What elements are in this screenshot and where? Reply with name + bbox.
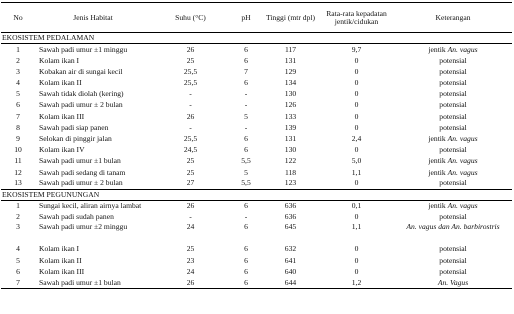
cell-no: 13 (14, 178, 22, 188)
table-row (1, 133, 512, 144)
cell-rata-rata: 9,7 (351, 44, 362, 54)
cell-ph: 6 (244, 55, 248, 65)
section-row (1, 189, 512, 200)
species-name: An. vagus (447, 44, 478, 54)
table-row (1, 66, 512, 77)
cell-habitat: Sawah padi umur ±1 minggu (39, 44, 128, 54)
cell-ph: 5 (244, 111, 248, 121)
cell-habitat: Kolam ikan III (39, 111, 85, 121)
keterangan-text: jentik (428, 44, 448, 54)
cell-suhu: 25 (186, 167, 195, 177)
cell-no: 5 (16, 89, 20, 99)
cell-tinggi: 134 (284, 78, 297, 88)
cell-rata-rata: 0,1 (351, 201, 362, 211)
cell-suhu: 26 (186, 201, 195, 211)
cell-keterangan (394, 77, 512, 88)
cell-tinggi: 632 (284, 244, 297, 254)
cell-tinggi: 122 (284, 156, 297, 166)
cell-keterangan (394, 144, 512, 155)
cell-habitat: Sawah padi sedang di tanam (39, 167, 126, 177)
cell-rata-rata: 0 (354, 100, 359, 110)
cell-suhu: 25,5 (183, 78, 198, 88)
keterangan-text: potensial (439, 178, 467, 188)
section-title: EKOSISTEM PEGUNUNGAN (1, 189, 512, 200)
species-name: An. vagus (447, 156, 478, 166)
cell-suhu: 26 (151, 277, 230, 288)
cell-suhu: 25,5 (183, 66, 198, 76)
keterangan-text: jentik (428, 167, 448, 177)
table-row (1, 277, 512, 288)
table-row (1, 77, 512, 88)
cell-habitat: Sawah padi umur ±1 bulan (39, 156, 121, 166)
table-row (1, 266, 512, 277)
header-tinggi: Tinggi (mtr dpl) (265, 12, 316, 22)
species-name: An. vagus dan An. barbirostris (406, 221, 500, 231)
cell-keterangan (394, 133, 512, 144)
cell-tinggi: 636 (284, 201, 297, 211)
cell-habitat: Sawah padi umur ±2 minggu (39, 221, 128, 231)
cell-rata-rata: 0 (354, 122, 359, 132)
cell-habitat: Sawah padi umur ± 2 bulan (39, 100, 123, 110)
cell-tinggi: 644 (262, 277, 319, 288)
keterangan-text: potensial (439, 255, 467, 265)
cell-habitat: Kobakan air di sungai kecil (39, 66, 123, 76)
cell-suhu: 25,5 (183, 133, 198, 143)
header-keterangan: Keterangan (435, 12, 471, 22)
cell-no: 7 (1, 277, 35, 288)
cell-rata-rata: 0 (354, 178, 359, 188)
cell-ph: - (244, 100, 248, 110)
table-row (1, 167, 512, 178)
cell-rata-rata: 5,0 (351, 156, 362, 166)
keterangan-text: potensial (439, 212, 467, 222)
cell-rata-rata: 2,4 (351, 133, 362, 143)
keterangan-text: potensial (439, 55, 467, 65)
cell-keterangan (394, 111, 512, 122)
cell-no: 3 (16, 66, 20, 76)
cell-no: 6 (16, 100, 20, 110)
cell-ph: 5,5 (241, 178, 251, 188)
cell-ph: 5 (244, 167, 248, 177)
cell-habitat: Sawah padi sudah panen (39, 212, 114, 222)
table-row (1, 55, 512, 66)
header-ph: pH (241, 12, 251, 22)
cell-suhu: 25 (186, 55, 195, 65)
cell-tinggi: 129 (284, 66, 297, 76)
cell-rata-rata: 0 (354, 212, 359, 222)
cell-tinggi: 645 (284, 221, 297, 231)
cell-suhu: 23 (186, 255, 195, 265)
keterangan-text: potensial (439, 100, 467, 110)
keterangan-text: potensial (439, 78, 467, 88)
cell-rata-rata: 0 (354, 111, 359, 121)
cell-habitat: Sawah padi umur ± 2 bulan (39, 178, 123, 188)
cell-ph: - (244, 89, 248, 99)
cell-habitat: Sawah padi siap panen (39, 122, 109, 132)
cell-keterangan (394, 66, 512, 77)
cell-habitat: Kolam ikan II (39, 78, 82, 88)
species-name: An. vagus (447, 133, 478, 143)
cell-suhu: 24,5 (183, 145, 198, 155)
cell-ph: 6 (244, 266, 248, 276)
cell-suhu: - (189, 89, 192, 99)
cell-rata-rata: 0 (354, 66, 359, 76)
cell-suhu: 25 (186, 244, 195, 254)
cell-suhu: 26 (186, 111, 195, 121)
keterangan-text: potensial (439, 122, 467, 132)
cell-tinggi: 118 (284, 167, 297, 177)
table-row (1, 44, 512, 55)
cell-suhu: - (189, 122, 192, 132)
cell-rata-rata: 0 (354, 255, 359, 265)
cell-ph: 6 (244, 255, 248, 265)
keterangan-text: jentik (428, 133, 448, 143)
keterangan-text: jentik (428, 201, 448, 211)
cell-tinggi: 130 (284, 145, 297, 155)
cell-ph: - (244, 122, 248, 132)
cell-rata-rata: 0 (354, 244, 359, 254)
table-row (1, 255, 512, 266)
cell-no: 5 (16, 255, 20, 265)
cell-ph: 6 (244, 145, 248, 155)
keterangan-text: potensial (439, 244, 467, 254)
cell-habitat: Kolam ikan III (39, 266, 85, 276)
cell-keterangan (394, 200, 512, 211)
cell-keterangan (394, 44, 512, 55)
cell-no: 3 (16, 221, 20, 231)
cell-no: 2 (16, 212, 20, 222)
keterangan-text: potensial (439, 89, 467, 99)
cell-no: 10 (14, 145, 22, 155)
cell-habitat: Kolam ikan I (39, 244, 80, 254)
table-row (1, 122, 512, 133)
table-row (1, 88, 512, 99)
cell-ph: 6 (244, 44, 248, 54)
table-row (1, 100, 512, 111)
keterangan-text: potensial (439, 266, 467, 276)
cell-tinggi: 131 (284, 55, 297, 65)
cell-no: 4 (16, 244, 20, 254)
header-no: No (13, 12, 23, 22)
keterangan-text: potensial (439, 145, 467, 155)
section-row (1, 33, 512, 44)
cell-ph: 7 (244, 66, 248, 76)
table-header (1, 3, 512, 33)
cell-tinggi: 126 (284, 100, 297, 110)
cell-ph: 6 (244, 133, 248, 143)
cell-keterangan (394, 266, 512, 277)
cell-suhu: - (189, 212, 192, 222)
cell-keterangan (394, 244, 512, 255)
cell-keterangan (394, 223, 512, 244)
cell-rata-rata: 0 (354, 266, 359, 276)
cell-keterangan (394, 255, 512, 266)
cell-ph: 5,5 (241, 156, 251, 166)
cell-habitat: Sawah tidak diolah (kering) (39, 89, 124, 99)
keterangan-text: jentik (428, 156, 448, 166)
cell-keterangan (394, 122, 512, 133)
cell-suhu: 27 (186, 178, 195, 188)
cell-suhu: 24 (186, 221, 195, 231)
cell-habitat: Kolam ikan II (39, 255, 82, 265)
cell-tinggi: 640 (284, 266, 297, 276)
cell-no: 1 (16, 44, 20, 54)
cell-tinggi: 117 (284, 44, 297, 54)
cell-ph: - (244, 212, 248, 222)
cell-ph: 6 (244, 244, 248, 254)
table-row (1, 156, 512, 167)
table-body (1, 33, 512, 289)
table-row (1, 200, 512, 211)
table-row (1, 244, 512, 255)
cell-keterangan (394, 55, 512, 66)
species-name: An. vagus (447, 201, 478, 211)
cell-keterangan (394, 88, 512, 99)
cell-rata-rata: 1,1 (351, 221, 362, 231)
species-name: An. vagus (447, 167, 478, 177)
species-name: An. Vagus (437, 277, 469, 287)
cell-habitat: Sungai kecil, aliran airnya lambat (39, 201, 142, 211)
cell-no: 11 (14, 156, 22, 166)
cell-tinggi: 130 (284, 89, 297, 99)
cell-habitat: Kolam ikan IV (39, 145, 85, 155)
cell-keterangan (394, 100, 512, 111)
cell-no: 7 (16, 111, 20, 121)
cell-suhu: 26 (186, 44, 195, 54)
cell-suhu: 25 (186, 156, 195, 166)
cell-no: 1 (16, 201, 20, 211)
cell-ph: 6 (244, 201, 248, 211)
cell-rata-rata: 1,1 (351, 167, 362, 177)
cell-no: 9 (16, 133, 20, 143)
header-suhu: Suhu (°C) (175, 12, 206, 22)
header-rata-rata: Rata-rata kepadatan jentik/cidukan (326, 8, 387, 26)
cell-habitat: Sawah padi umur ±1 bulan (35, 277, 151, 288)
cell-rata-rata: 0 (354, 78, 359, 88)
cell-rata-rata: 0 (354, 89, 359, 99)
cell-habitat: Selokan di pinggir jalan (39, 133, 112, 143)
table-row (1, 111, 512, 122)
section-title: EKOSISTEM PEDALAMAN (1, 33, 512, 44)
cell-no: 6 (16, 266, 20, 276)
cell-tinggi: 123 (284, 178, 297, 188)
keterangan-text: potensial (439, 66, 467, 76)
table-row (1, 223, 512, 244)
cell-tinggi: 641 (284, 255, 297, 265)
cell-habitat: Kolam ikan I (39, 55, 80, 65)
header-habitat: Jenis Habitat (73, 12, 113, 22)
cell-keterangan (394, 277, 512, 288)
cell-keterangan (394, 167, 512, 178)
cell-tinggi: 133 (284, 111, 297, 121)
cell-suhu: - (189, 100, 192, 110)
cell-ph: 6 (244, 78, 248, 88)
cell-ph: 6 (244, 221, 248, 231)
cell-tinggi: 139 (284, 122, 297, 132)
cell-keterangan (394, 156, 512, 167)
cell-rata-rata: 1,2 (319, 277, 394, 288)
cell-no: 2 (16, 55, 20, 65)
cell-no: 4 (16, 78, 20, 88)
cell-rata-rata: 0 (354, 145, 359, 155)
cell-rata-rata: 0 (354, 55, 359, 65)
cell-tinggi: 636 (284, 212, 297, 222)
table-row (1, 144, 512, 155)
habitat-table (1, 2, 512, 289)
cell-ph: 6 (230, 277, 262, 288)
keterangan-text: potensial (439, 111, 467, 121)
cell-no: 12 (14, 167, 22, 177)
cell-suhu: 24 (186, 266, 195, 276)
cell-keterangan (394, 178, 512, 189)
table-row (1, 178, 512, 189)
cell-no: 8 (16, 122, 20, 132)
cell-tinggi: 131 (284, 133, 297, 143)
